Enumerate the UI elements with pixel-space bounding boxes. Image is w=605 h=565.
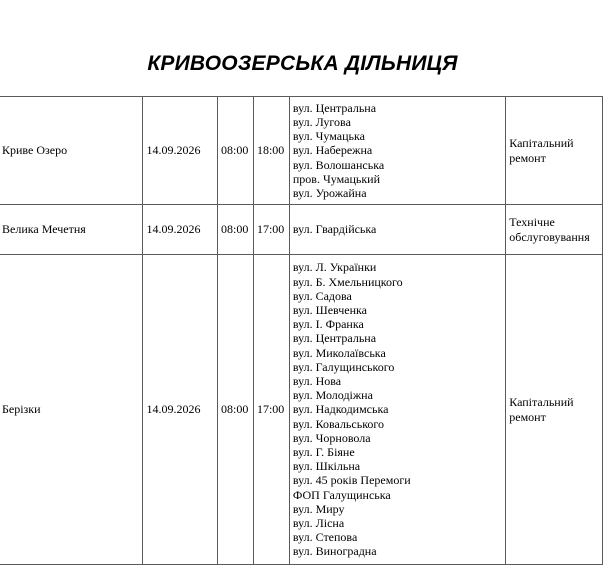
- streets-cell: [289, 205, 505, 255]
- work-type-cell: Технічне обслуговування: [506, 205, 603, 255]
- page-title: КРИВООЗЕРСЬКА ДІЛЬНИЦЯ: [147, 52, 458, 75]
- start-time-cell: 08:00: [218, 97, 254, 205]
- street-item: вул. Б. Хмельницкого: [292, 274, 403, 289]
- street-item: вул. Виноградна: [292, 544, 377, 559]
- street-item: вул. Лугова: [292, 114, 351, 129]
- work-type-cell: Капітальний ремонт: [506, 255, 603, 565]
- settlement-cell: Велика Мечетня: [0, 205, 143, 255]
- street-item: вул. Миколаївська: [292, 345, 386, 360]
- street-item: вул. Миру: [292, 501, 345, 516]
- street-item: вул. Волошанська: [292, 157, 385, 172]
- street-item: пров. Чумацький: [292, 171, 381, 186]
- street-item: вул. Центральна: [292, 331, 377, 346]
- street-item: вул. Центральна: [292, 100, 377, 115]
- street-item: вул. Набережна: [292, 143, 373, 158]
- street-item: вул. Л. Українки: [292, 260, 377, 275]
- street-item: вул. Нова: [292, 373, 342, 388]
- street-item: вул. Галущинського: [292, 359, 395, 374]
- street-item: вул. Шкільна: [292, 459, 361, 474]
- street-item: ФОП Галущинська: [292, 487, 391, 502]
- street-item: вул. Садова: [292, 288, 352, 303]
- street-item: вул. Гвардійська: [292, 222, 377, 237]
- street-item: вул. Чорновола: [292, 430, 371, 445]
- street-item: вул. Чумацька: [292, 129, 365, 144]
- date-cell: 14.09.2026: [143, 255, 218, 565]
- streets-cell: [289, 255, 505, 565]
- street-item: вул. 45 років Перемоги: [292, 473, 411, 488]
- end-time-cell: 17:00: [253, 255, 289, 565]
- table-row: [0, 205, 603, 255]
- street-item: вул. Урожайна: [292, 186, 367, 200]
- end-time-cell: 18:00: [253, 97, 289, 205]
- date-cell: 14.09.2026: [143, 205, 218, 255]
- street-item: вул. Ковальського: [292, 416, 385, 431]
- date-cell: 14.09.2026: [143, 97, 218, 205]
- table-row: [0, 255, 603, 565]
- street-item: вул. Надкодимська: [292, 402, 389, 417]
- street-item: вул. Лісна: [292, 516, 345, 531]
- street-item: вул. Г. Біяне: [292, 445, 355, 459]
- end-time-cell: 17:00: [253, 205, 289, 255]
- street-item: вул. І. Франка: [292, 317, 364, 332]
- street-item: вул. Шевченка: [292, 302, 367, 317]
- outage-schedule-table: [0, 96, 603, 565]
- start-time-cell: 08:00: [218, 255, 254, 565]
- streets-cell: [289, 97, 505, 205]
- work-type-cell: Капітальний ремонт: [506, 97, 603, 205]
- street-item: вул. Молодіжна: [292, 388, 373, 403]
- street-item: вул. Степова: [292, 530, 358, 545]
- table-row: [0, 97, 603, 205]
- settlement-cell: Берізки: [0, 255, 143, 565]
- start-time-cell: 08:00: [218, 205, 254, 255]
- settlement-cell: Криве Озеро: [0, 97, 143, 205]
